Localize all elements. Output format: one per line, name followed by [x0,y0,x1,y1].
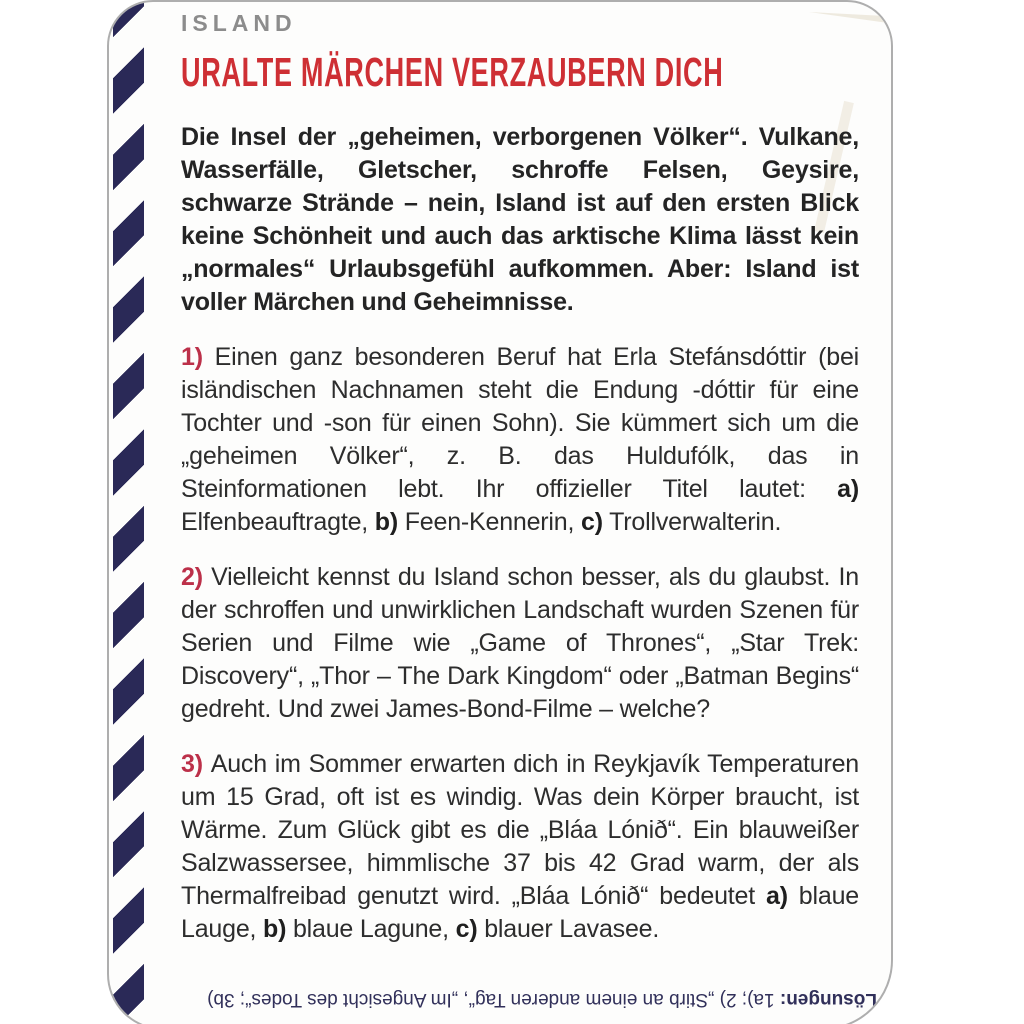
intro-paragraph: Die Insel der „geheimen, verborgenen Völker“. Vulkane, Wasserfälle, Gletscher, schroffe Felsen, Geysire, schwarze Strände – nein, Island ist auf den ersten Blick keine Schönheit und auch das arktische Klima lässt kein „normales“ Urlaubsgefühl aufkommen. Aber: Island ist voller Märchen und Geheimnisse. [181,123,859,316]
text-segment: Vielleicht kennst du Island schon besser, als du glaubst. In der schroffen und unwirklichen Landschaft wurden Szenen für Serien und Filme wie „Game of Thrones“, „Star Trek: Discovery“, „Thor – The Dark Kingdom“ oder „Batman Begins“ gedreht. Und zwei James-Bond-Filme – welche? [181,563,859,723]
text-segment: c) [455,915,478,943]
text-segment: Einen ganz besonderen Beruf hat Erla Stefánsdóttir (bei isländischen Nachnamen steht die Endung -dóttir für eine Tochter und -son für einen Sohn). Sie kümmert sich um die „geheimen Völker“, z. B. das Huldufólk, das in Steinformationen lebt. Ihr offizieller Titel lautet: [181,343,859,503]
text-segment: b) [374,508,398,536]
text-segment: Elfenbeauftragte, [181,508,375,536]
text-segment: a) [837,475,859,503]
title-wrap [181,49,859,95]
quiz-card [107,0,893,1024]
airmail-stripe-border [113,2,144,1024]
solutions-line-upside-down [143,986,877,1012]
text-segment: b) [263,915,287,943]
text-segment: Trollverwalterin. [602,508,782,536]
text-segment: 2) [181,563,212,591]
page-title: URALTE MÄRCHEN VERZAUBERN DICH [181,49,724,95]
text-segment: Auch im Sommer erwarten dich in Reykjavík Temperaturen um 15 Grad, oft ist es windig. Was dein Körper braucht, ist Wärme. Zum Glück gibt es die „Bláa Lónið“. Ein blauweißer Salzwassersee, himmlische 37 bis 42 Grad warm, der als Thermalfreibad genutzt wird. „Bláa Lónið“ bedeutet [181,750,860,910]
country-kicker: ISLAND [181,10,297,36]
text-segment: 3) [181,750,211,778]
text-segment: c) [581,508,603,536]
text-segment: blauer Lavasee. [477,915,660,943]
text-segment: a) [765,882,788,910]
text-segment: 1) [181,343,215,371]
question-paragraph-2 [181,561,859,726]
question-paragraph-1 [181,341,859,539]
question-paragraph-3 [181,748,859,946]
text-segment: blaue Lagune, [286,915,456,943]
text-segment: Feen-Kennerin, [397,508,581,536]
text-segment: Lösungen: [774,989,877,1010]
card-content [181,2,859,946]
text-segment: blaue Lauge, [181,882,859,943]
text-segment: 1a); 2) „Stirb an einem anderen Tag“, „Im Angesicht des Todes“; 3b) [207,989,775,1010]
